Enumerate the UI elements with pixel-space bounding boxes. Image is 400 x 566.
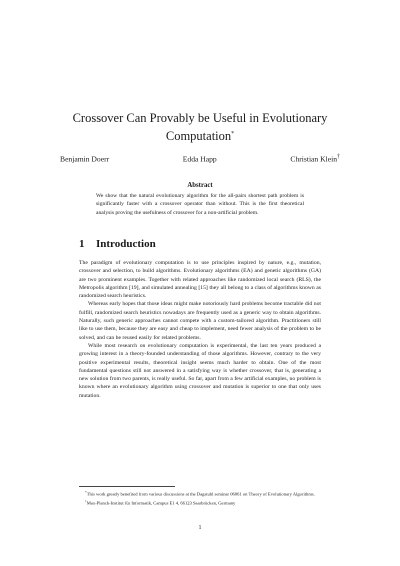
section-heading (79, 237, 329, 251)
paragraph: While most research on evolutionary computation is experimental, the last ten years produced a growing interest in a theory-founded understanding of those algorithms. However, contrary to the very positive experimental results, theoretical insight seems much harder to obtain. One of the most fundamental questions still not answered in a satisfying way is whether crossover, that is, generating a new solution from two parents, is really useful. So far, apart from a few artificial examples, no problem is known where an evolutionary algorithm using crossover and mutation is superior to one that only uses mutation. (79, 342, 321, 399)
author: Christian Klein† (290, 154, 340, 164)
author-footnote-mark: † (337, 154, 340, 160)
author-list (60, 152, 340, 165)
paragraph: The paradigm of evolutionary computation is to use principles inspired by nature, e.g., mutation, crossover and selection, to build algorithms. Evolutionary algorithms (EA) and genetic algorithms (GA) are two prominent examples. Together with related approaches like randomized local search (RLS), the Metropolis algorithm [19], and simulated annealing [15] they all belong to a class of algorithms known as randomized search heuristics. (79, 260, 321, 300)
footnotes (79, 489, 321, 506)
footnote: *This work greatly benefited from various discussions at the Dagstuhl seminar 06061 on Theory of Evolutionary Algorithms. (85, 490, 315, 497)
footnote: †Max-Planck-Institut für Informatik, Campus E1 4, 66123 Saarbrücken, Germany (85, 498, 236, 506)
author: Benjamin Doerr (60, 154, 110, 164)
title-line-1: Crossover Can Provably be Useful in Evolutionary (72, 111, 328, 125)
title-line-2: Computation (165, 129, 232, 144)
abstract-heading: Abstract (187, 182, 213, 189)
section-number: 1 (79, 238, 85, 250)
section-title: Introduction (96, 238, 156, 250)
abstract-text: We show that the natural evolutionary algorithm for the all-pairs shortest path problem is significantly faster with a crossover operator than without. This is the first theoretical analysis proving the usefulness of crossover for a non-artificial problem. (96, 193, 304, 216)
paper-title (60, 110, 340, 144)
section-body (79, 259, 321, 400)
author: Edda Happ (182, 154, 217, 164)
paragraph: Whereas early hopes that those ideas might make notoriously hard problems become tractable did not fulfill, randomized search heuristics nowadays are frequently used as a generic way to obtain algorithms. Naturally, such generic approaches cannot compete with a custom-tailored algorithm. Practitioners still like to use them, because they are easy and cheap to implement, need fewer analysis of the problem to be solved, and can be reused easily for related problems. (79, 301, 321, 341)
footnote-divider (79, 486, 175, 487)
title-footnote-mark: * (231, 131, 235, 137)
page-number: 1 (198, 525, 202, 531)
